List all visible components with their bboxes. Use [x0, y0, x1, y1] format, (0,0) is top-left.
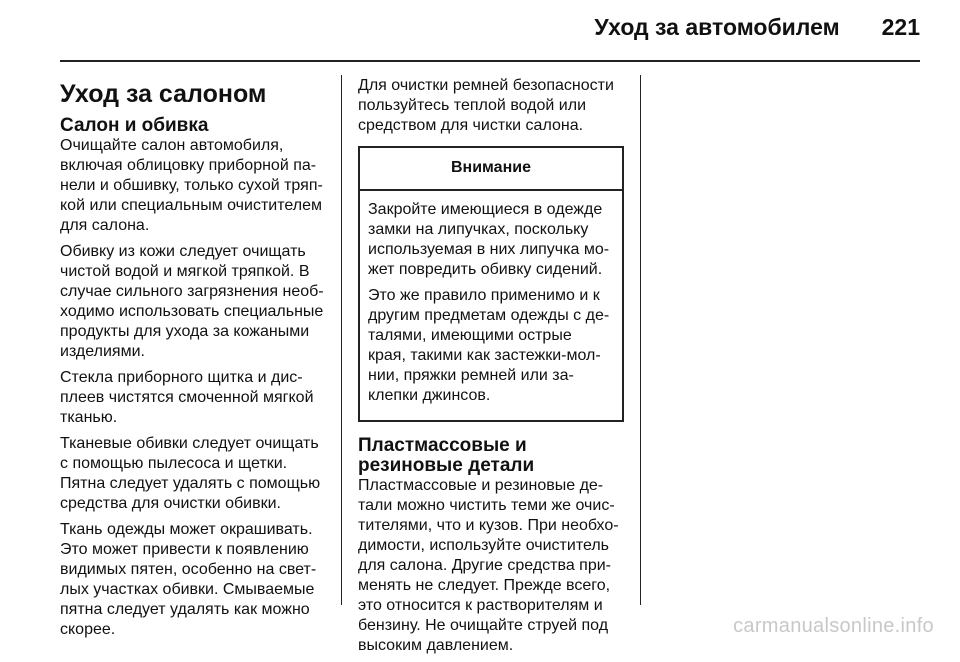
section-heading: Уход за салоном — [60, 80, 267, 108]
warning-title: Внимание — [360, 148, 622, 191]
page-number: 221 — [881, 14, 920, 40]
intro-paragraph: Для очистки ремней безопасности пользуйтесь теплой водой или средством для чистки салона. — [358, 77, 614, 134]
warning-paragraph: Это же правило применимо и к другим предметам одежды с де-талями, имеющими острые края, такими как застежки-мол-нии, пряжки ремней или за-клепки джинсов. — [368, 287, 610, 404]
paragraph: Обивку из кожи следует очищать чистой водой и мягкой тряпкой. В случае сильного загрязнения необ-ходимо использовать специальные продукты для ухода за кожаными изделиями. — [60, 243, 324, 360]
paragraph: Ткань одежды может окрашивать. Это может привести к появлению видимых пятен, особенно на свет-лых участках обивки. Смываемые пятна следует удалять как можно скорее. — [60, 521, 317, 638]
header-rule — [60, 60, 920, 62]
column-1 — [60, 76, 326, 646]
warning-paragraph: Закройте имеющиеся в одежде замки на липучках, поскольку используемая в них липучка мо-жет повредить обивку сидений. — [368, 201, 610, 278]
column-2 — [358, 76, 624, 662]
warning-body — [360, 191, 622, 420]
paragraph: Стекла приборного щитка и дис-плеев чистятся смоченной мягкой тканью. — [60, 369, 314, 426]
page-header — [594, 14, 920, 41]
paragraph: Тканевые обивки следует очищать с помощью пылесоса и щетки. Пятна следует удалять с помощью средства для очистки обивки. — [60, 435, 321, 512]
subsection-heading: Пластмассовые и резиновые детали — [358, 435, 535, 476]
column-divider — [341, 75, 342, 605]
paragraph: Очищайте салон автомобиля, включая облицовку приборной па-нели и обшивку, только сухой тряп-кой или специальным очистителем для салона. — [60, 137, 323, 234]
paragraph: Пластмассовые и резиновые де-тали можно чистить теми же очис-тителями, что и кузов. При необхо-димости, используйте очиститель для салона. Другие средства при-менять не следует. Прежде всего, это относится к растворителям и бензину. Не очищайте струей под высоким давлением. — [358, 477, 619, 654]
column-divider — [640, 75, 641, 605]
warning-box — [358, 146, 624, 422]
header-title: Уход за автомобилем — [594, 14, 840, 40]
subsection-heading: Салон и обивка — [60, 115, 209, 136]
watermark: carmanualsonline.info — [733, 615, 934, 637]
